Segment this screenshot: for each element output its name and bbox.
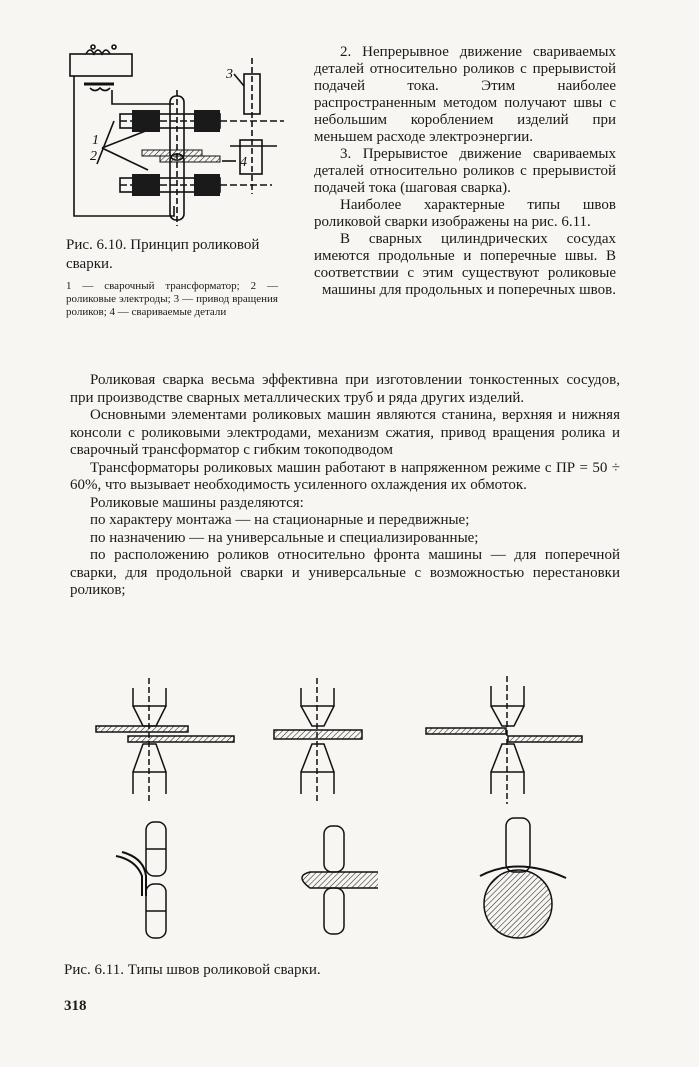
paragraph: 3. Прерывистое движение свариваемых деталей относительно роликов с прерывистой подачей тока (шаговая сварка). — [314, 146, 616, 196]
fig610-label-4: 4 — [240, 155, 247, 170]
paragraph: Основными элементами роликовых машин являются станина, верхняя и нижняя консоли с роликовыми электродами, механизм сжатия, привод вращения ролика и сварочный трансформатор с гибким токоподводом — [70, 407, 620, 458]
page-number: 318 — [64, 998, 87, 1014]
fig610-label-2: 2 — [90, 149, 97, 164]
body-text — [70, 372, 620, 600]
fig610-label-3: 3 — [226, 67, 233, 82]
figure-6-10-caption: Рис. 6.10. Принцип роликовой сварки. — [66, 237, 260, 272]
paragraph: В сварных цилиндрических сосудах имеются продольные и поперечные швы. В соответствии с этим существуют роликовые машины для продольных и поперечных швов. — [314, 231, 616, 298]
fig610-label-1: 1 — [92, 133, 99, 148]
figure-6-10-diagram — [62, 44, 284, 230]
paragraph: Роликовые машины разделяются: — [90, 494, 304, 511]
list-item: по характеру монтажа — на стационарные и передвижные; — [90, 512, 470, 528]
figure-6-11-diagram — [88, 676, 654, 956]
paragraph: Трансформаторы роликовых машин работают в напряженном режиме с ПР = 50 ÷ 60%, что вызывает необходимость усиленного охлаждения их обмоток. — [70, 459, 620, 493]
paragraph: Наиболее характерные типы швов роликовой сварки изображены на рис. 6.11. — [314, 197, 616, 230]
list-item: по назначению — на универсальные и специализированные; — [90, 529, 479, 546]
list-item: по расположению роликов относительно фронта машины — для поперечной сварки, для продольной сварки и универсальные с возможностью перестановки роликов; — [70, 547, 620, 598]
paragraph: 2. Непрерывное движение свариваемых деталей относительно роликов с прерывистой подачей тока. Этим наиболее распространенным методом получают швы с небольшим короблением изделий при меньшем расходе электроэнергии. — [314, 44, 616, 145]
figure-6-10-legend: 1 — сварочный трансформатор; 2 — роликовые электроды; 3 — привод вращения роликов; 4 — свариваемые детали — [66, 280, 278, 318]
right-column-text — [314, 44, 616, 299]
paragraph: Роликовая сварка весьма эффективна при изготовлении тонкостенных сосудов, при производстве сварных металлических труб и ряда других изделий. — [70, 372, 620, 406]
figure-6-11-caption: Рис. 6.11. Типы швов роликовой сварки. — [64, 962, 321, 978]
